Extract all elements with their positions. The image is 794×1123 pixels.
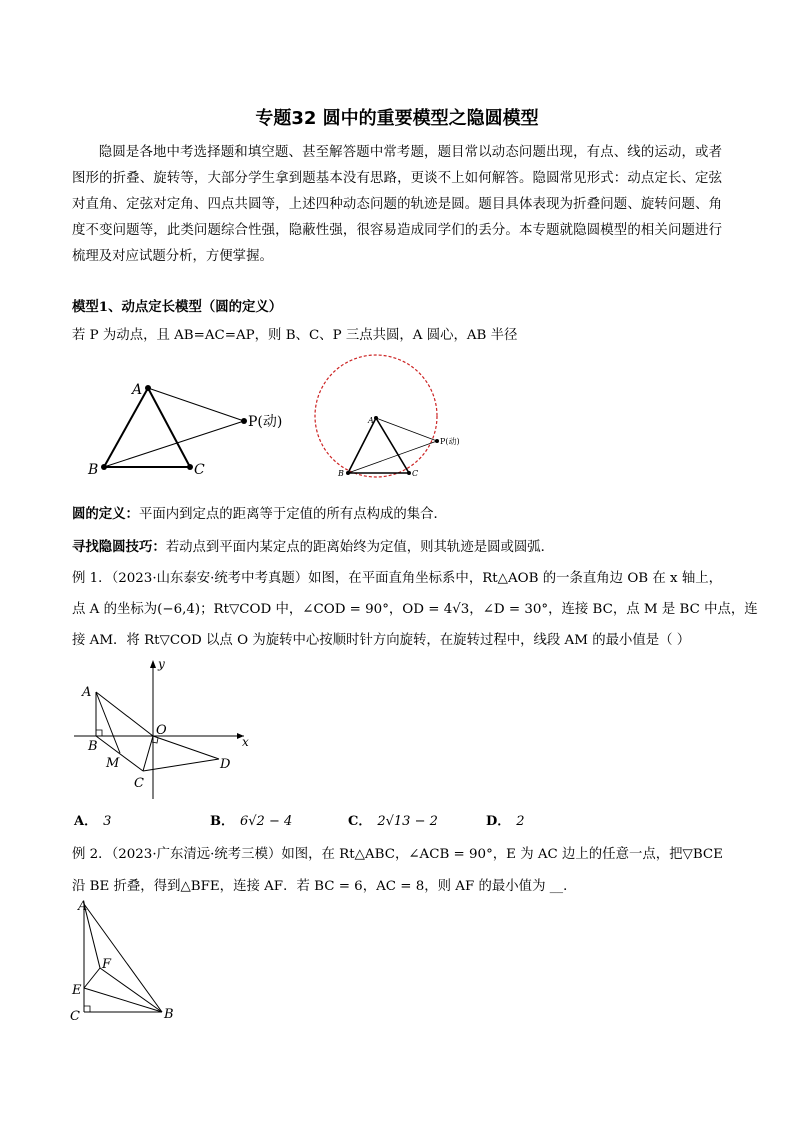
fig2-label-c: C xyxy=(412,469,419,478)
choice-a-text: 3 xyxy=(103,814,112,829)
example1-figure xyxy=(74,656,264,802)
model1-statement: 若 P 为动点，且 AB=AC=AP，则 B、C、P 三点共圆，A 圆心，AB 半径 xyxy=(72,328,518,343)
example2-line2: 沿 BE 折叠，得到△BFE，连接 AF．若 BC = 6，AC = 8，则 AF 的最小值为 __． xyxy=(72,879,577,894)
tip-text: 若动点到平面内某定点的距离始终为定值，则其轨迹是圆或圆弧． xyxy=(165,540,555,555)
circle-definition xyxy=(72,503,447,522)
choice-a-letter: A． xyxy=(74,814,98,829)
ex1-label-b: B xyxy=(88,739,98,754)
example2-line1: 例 2．（2023·广东清远·统考三模）如图，在 Rt△ABC，∠ACB = 90°，E 为 AC 边上的任意一点，把▽BCE xyxy=(72,847,723,862)
fig1-label-c: C xyxy=(194,462,205,478)
definition-text: 平面内到定点的距离等于定值的所有点构成的集合． xyxy=(138,507,447,522)
example1-line3: 接 AM．将 Rt▽COD 以点 O 为旋转中心按顺时针方向旋转，在旋转过程中，线段 AM 的最小值是（ ） xyxy=(72,633,691,648)
choice-b-text: 6√2 − 4 xyxy=(240,814,293,829)
ex2-label-f: F xyxy=(102,957,112,972)
intro-paragraph: 隐圆是各地中考选择题和填空题、甚至解答题中常考题，题目常以动态问题出现，有点、线的运动，或者图形的折叠、旋转等，大部分学生拿到题基本没有思路，更谈不上如何解答。隐圆常见形式：动点定长、定弦对直角、定弦对定角、四点共圆等，上述四种动态问题的轨迹是圆。题目具体表现为折叠问题、旋转问题、角度不变问题等，此类问题综合性强，隐蔽性强，很容易造成同学们的丢分。本专题就隐圆模型的相关问题进行梳理及对应试题分析，方便掌握。 xyxy=(72,145,722,264)
ex1-label-y: y xyxy=(158,657,165,671)
ex2-label-b: B xyxy=(164,1007,174,1022)
choice-c xyxy=(348,810,438,829)
model1-figure-circle xyxy=(312,348,478,484)
fig1-label-p: P(动) xyxy=(248,414,283,430)
choice-d xyxy=(486,810,525,829)
model1-figure-triangle xyxy=(80,378,300,478)
fig2-label-b: B xyxy=(338,469,344,478)
choice-a xyxy=(74,810,111,829)
ex1-label-o: O xyxy=(156,723,167,738)
ex1-label-d: D xyxy=(220,757,231,772)
ex2-label-c: C xyxy=(70,1009,80,1024)
fig2-label-a: A xyxy=(368,416,374,425)
choice-c-text: 2√13 − 2 xyxy=(377,814,438,829)
example1-line1: 例 1．（2023·山东泰安·统考中考真题）如图，在平面直角坐标系中，Rt△AOB 的一条直角边 OB 在 x 轴上， xyxy=(72,571,723,586)
choice-d-letter: D． xyxy=(486,814,511,829)
ex1-label-c: C xyxy=(134,776,144,791)
model1-heading: 模型1、动点定长模型（圆的定义） xyxy=(72,299,283,315)
fig1-label-b: B xyxy=(88,462,99,478)
fig1-label-a: A xyxy=(132,382,143,398)
choice-b xyxy=(210,810,292,829)
tip-label: 寻找隐圆技巧： xyxy=(72,539,166,555)
ex2-label-a: A xyxy=(78,899,88,914)
page-title: 专题32 圆中的重要模型之隐圆模型 xyxy=(255,108,539,129)
choice-c-letter: C． xyxy=(348,814,372,829)
definition-label: 圆的定义： xyxy=(72,506,139,522)
ex1-label-m: M xyxy=(106,756,120,771)
choice-b-letter: B． xyxy=(210,814,234,829)
example2-figure xyxy=(66,896,186,1024)
ex1-label-x: x xyxy=(242,735,249,749)
ex2-label-e: E xyxy=(72,983,82,998)
choice-d-text: 2 xyxy=(516,814,525,829)
fig2-label-p: P(动) xyxy=(440,437,460,446)
hidden-circle-tip xyxy=(72,536,554,555)
example1-line2: 点 A 的坐标为(−6,4)；Rt▽COD 中，∠COD = 90°，OD = 4√3，∠D = 30°，连接 BC，点 M 是 BC 中点，连 xyxy=(72,602,758,617)
ex1-label-a: A xyxy=(82,685,92,700)
